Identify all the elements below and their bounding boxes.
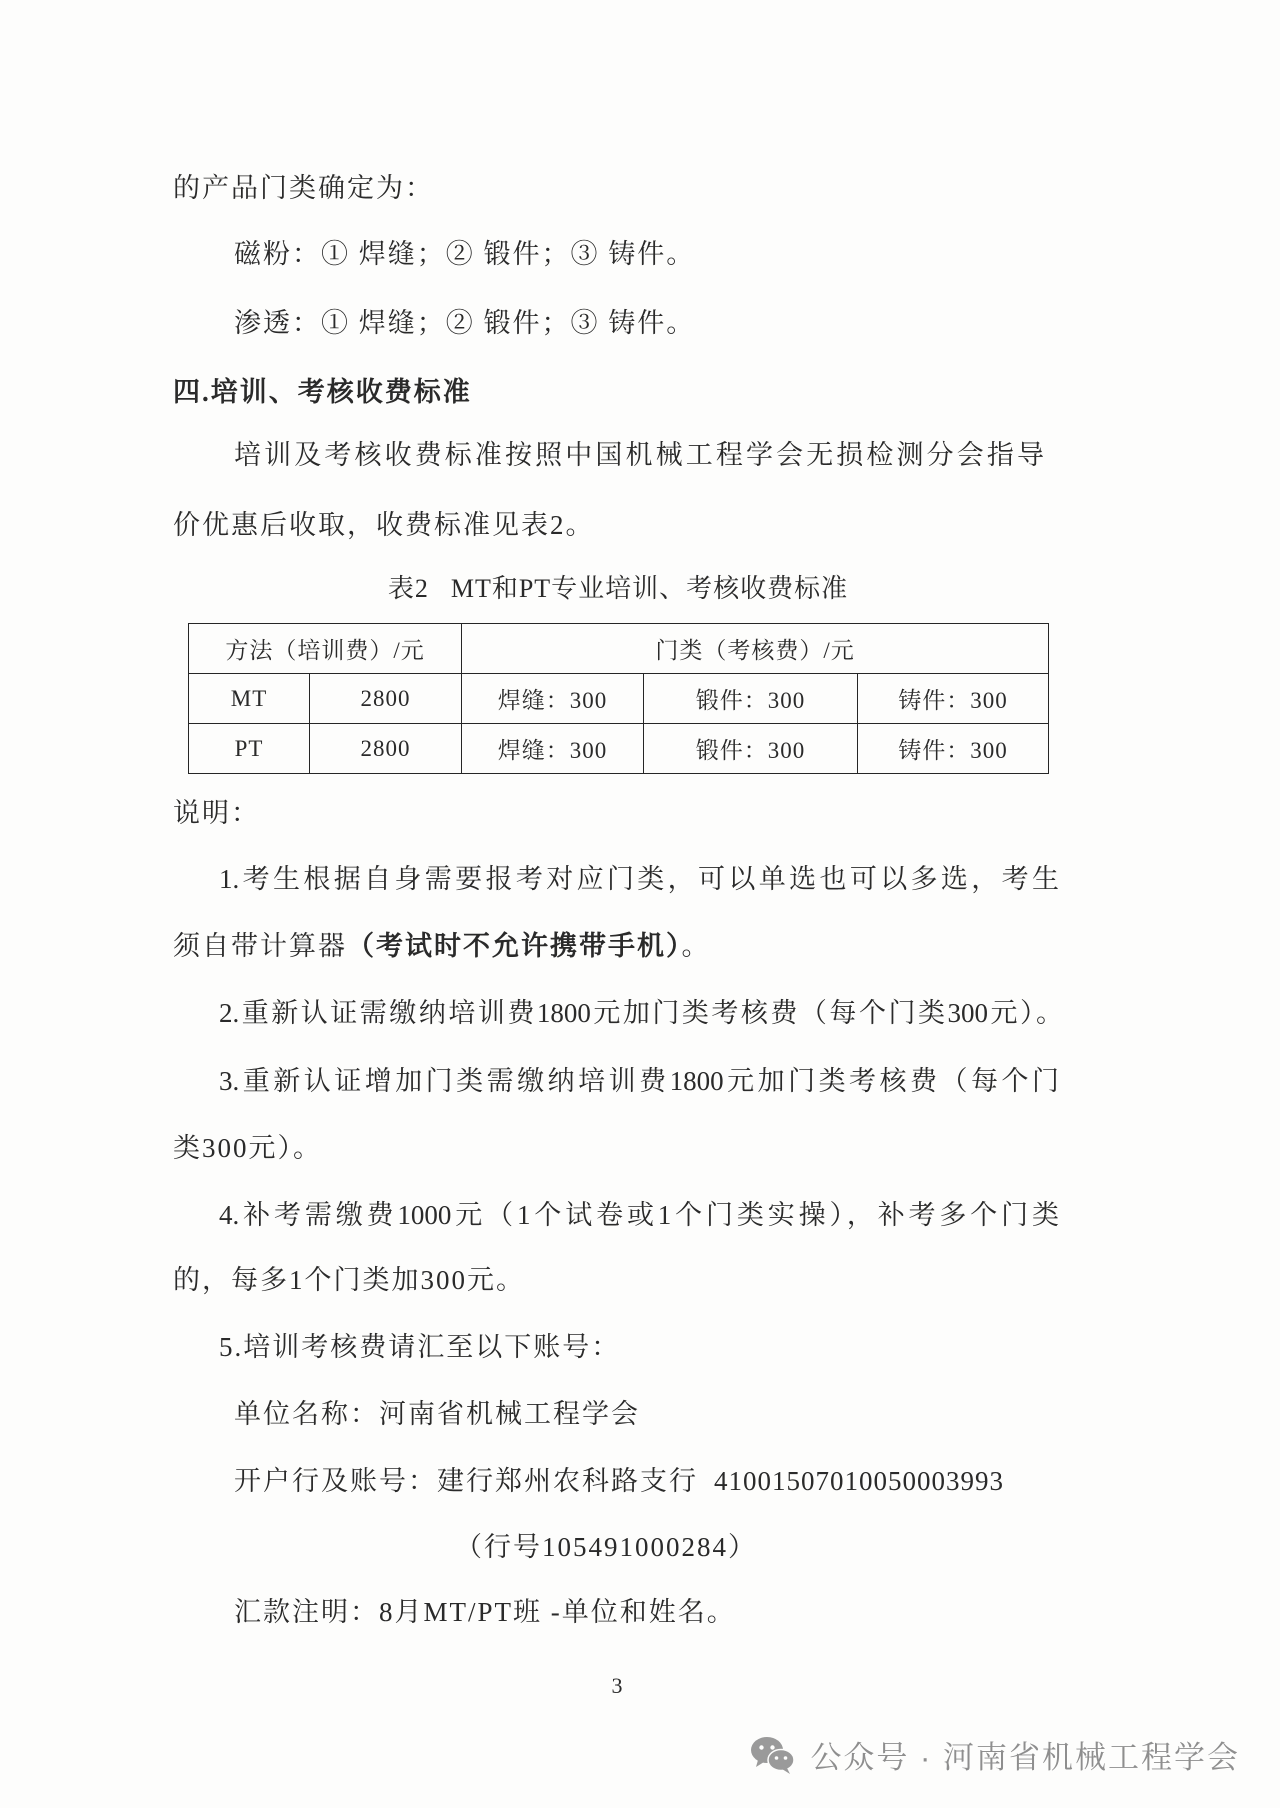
remittance-remark: 8月MT/PT班 -单位和姓名。 <box>379 1597 736 1627</box>
bank-unit-name: 河南省机械工程学会 <box>379 1399 640 1429</box>
intro-line: 的产品门类确定为： <box>173 173 434 203</box>
bank-account-label: 开户行及账号： <box>234 1466 437 1496</box>
remittance-remark-line <box>234 1595 736 1629</box>
cell-forging-fee: 锻件：300 <box>644 724 858 774</box>
bank-unit-label: 单位名称： <box>234 1399 379 1429</box>
note-2-line-1: 2.重新认证需缴纳培训费1800元加门类考核费（每个门类300元）。 <box>219 998 1063 1028</box>
bank-name: 建行郑州农科路支行 <box>437 1466 698 1496</box>
cell-weld-fee: 焊缝：300 <box>462 724 644 774</box>
note-1-text: 须自带计算器 <box>173 931 347 961</box>
notes-heading: 说明： <box>173 798 260 828</box>
bank-unit-line <box>234 1397 640 1431</box>
category-line-mt: 磁粉：① 焊缝；② 锻件；③ 铸件。 <box>234 239 696 269</box>
cell-training-fee: 2800 <box>310 724 462 774</box>
bank-account-line <box>234 1464 1004 1498</box>
watermark <box>750 1732 1240 1777</box>
cell-method: MT <box>189 674 310 724</box>
table-caption <box>188 572 1048 606</box>
note-5-line-1: 5.培训考核费请汇至以下账号： <box>219 1332 621 1362</box>
table-caption-title: MT和PT专业培训、考核收费标准 <box>450 574 849 603</box>
note-4-line-2: 的，每多1个门类加300元。 <box>173 1265 525 1295</box>
remittance-remark-label: 汇款注明： <box>234 1597 379 1627</box>
category-line-pt: 渗透：① 焊缝；② 锻件；③ 铸件。 <box>234 308 696 338</box>
cell-weld-fee: 焊缝：300 <box>462 674 644 724</box>
note-3-line-1: 3.重新认证增加门类需缴纳培训费1800元加门类考核费（每个门 <box>219 1066 1059 1096</box>
cell-training-fee: 2800 <box>310 674 462 724</box>
section-paragraph-line-1: 培训及考核收费标准按照中国机械工程学会无损检测分会指导 <box>234 440 1044 470</box>
cell-method: PT <box>189 724 310 774</box>
fee-table <box>188 623 1049 774</box>
note-1-end: 。 <box>681 931 711 961</box>
header-method: 方法（培训费）/元 <box>189 624 462 674</box>
watermark-text: 公众号 · 河南省机械工程学会 <box>810 1740 1240 1775</box>
cell-casting-fee: 铸件：300 <box>858 674 1049 724</box>
wechat-icon <box>750 1735 796 1775</box>
note-4-line-1: 4.补考需缴费1000元（1个试卷或1个门类实操），补考多个门类 <box>219 1200 1059 1230</box>
bank-account-number: 41001507010050003993 <box>714 1466 1004 1496</box>
table-caption-label: 表2 <box>387 574 429 603</box>
bank-code: （行号105491000284） <box>455 1532 757 1562</box>
note-1-line-1: 1.考生根据自身需要报考对应门类，可以单选也可以多选，考生 <box>219 864 1059 894</box>
note-3-line-2: 类300元）。 <box>173 1133 322 1163</box>
note-1-line-2 <box>173 929 711 963</box>
section-paragraph-line-2: 价优惠后收取，收费标准见表2。 <box>173 510 595 540</box>
section-heading: 四.培训、考核收费标准 <box>173 377 472 407</box>
cell-casting-fee: 铸件：300 <box>858 724 1049 774</box>
page-number: 3 <box>611 1673 623 1698</box>
table-row <box>189 724 1049 774</box>
table-header-row <box>189 624 1049 674</box>
header-category: 门类（考核费）/元 <box>462 624 1049 674</box>
table-row <box>189 674 1049 724</box>
note-1-bold-warning: （考试时不允许携带手机） <box>347 931 682 961</box>
cell-forging-fee: 锻件：300 <box>644 674 858 724</box>
